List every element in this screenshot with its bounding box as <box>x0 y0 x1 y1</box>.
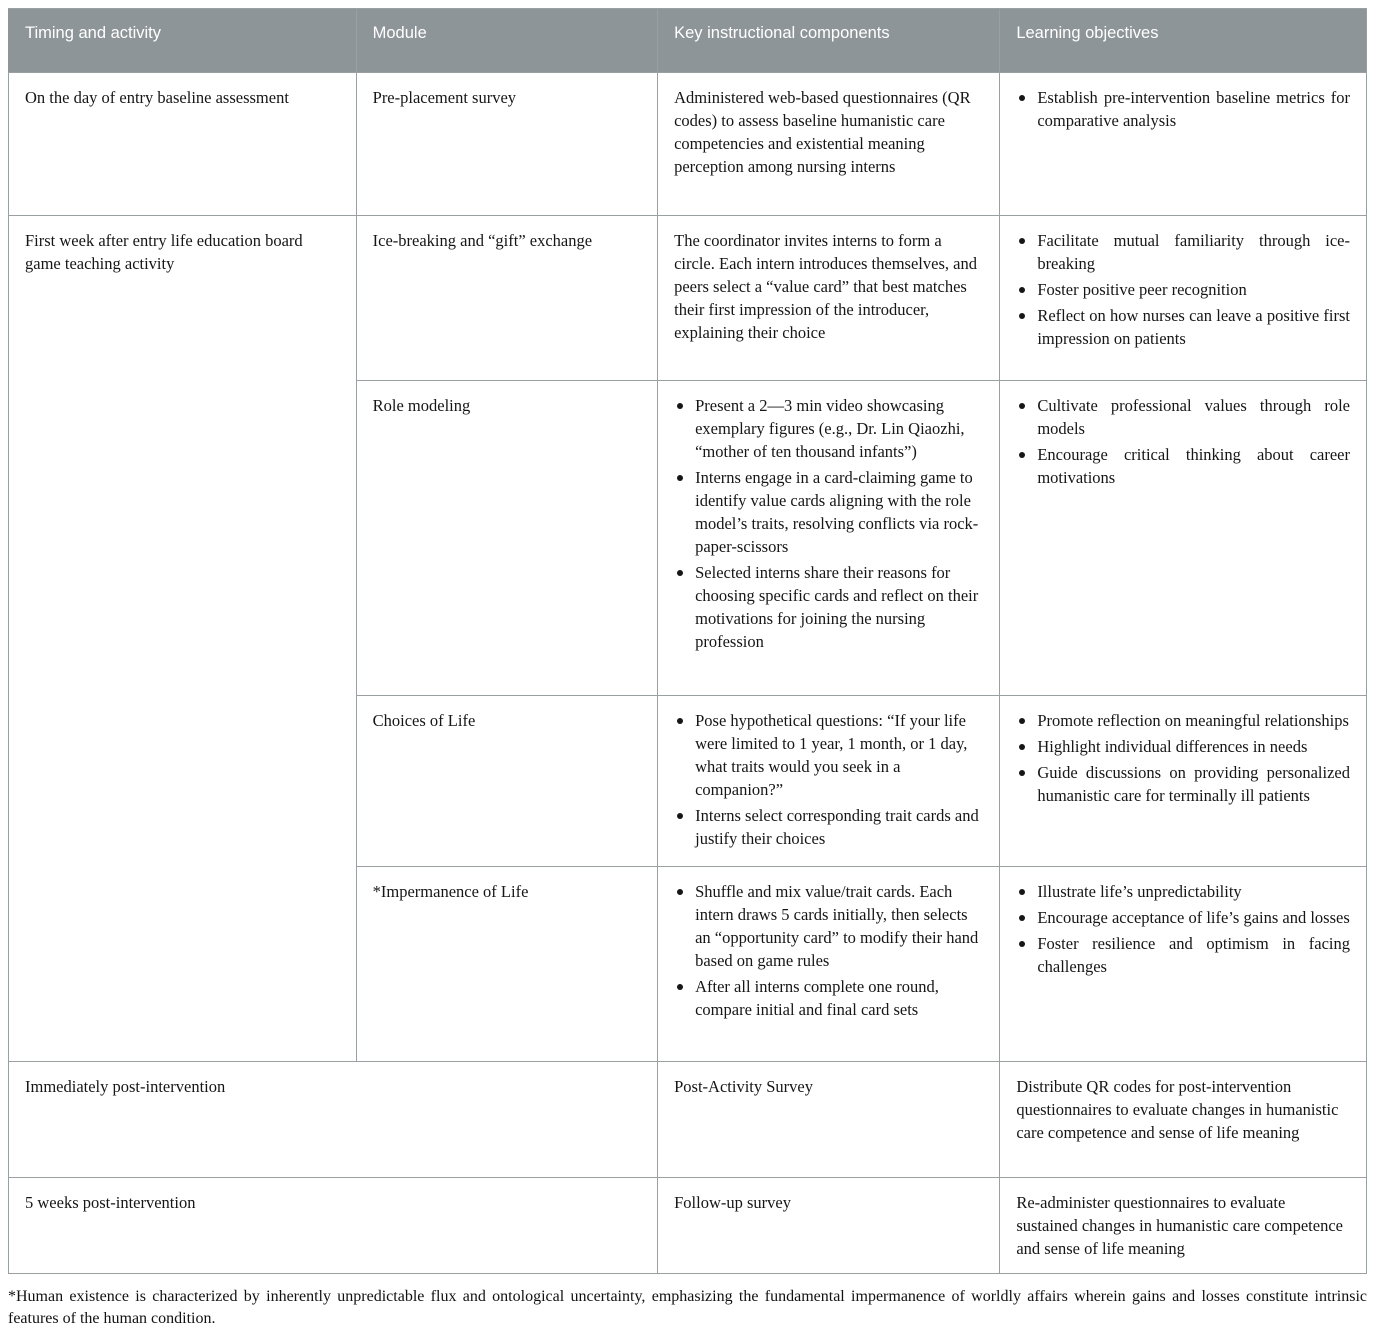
timing-cell: 5 weeks post-intervention <box>9 1178 658 1274</box>
key-bullet-item: Present a 2—3 min video showcasing exemplary figures (e.g., Dr. Lin Qiaozhi, “mother of ten thousand infants”) <box>674 394 983 463</box>
timing-cell: Immediately post-intervention <box>9 1062 658 1178</box>
objectives-list <box>1016 880 1350 978</box>
module-cell: Pre-placement survey <box>356 73 657 216</box>
objectives-cell <box>1000 73 1367 216</box>
objectives-cell: Re-administer questionnaires to evaluate sustained changes in humanistic care competence and sense of life meaning <box>1000 1178 1367 1274</box>
objectives-list <box>1016 86 1350 132</box>
objectives-cell <box>1000 696 1367 867</box>
objectives-list <box>1016 229 1350 350</box>
timing-cell: First week after entry life education board game teaching activity <box>9 216 357 1062</box>
objective-item: Establish pre-intervention baseline metrics for comparative analysis <box>1016 86 1350 132</box>
objectives-cell <box>1000 381 1367 696</box>
key-bullet-item: Interns select corresponding trait cards and justify their choices <box>674 804 983 850</box>
intervention-schedule-table <box>8 8 1367 1274</box>
key-bullet-item: Selected interns share their reasons for choosing specific cards and reflect on their motivations for joining the nursing profession <box>674 561 983 653</box>
key-bullet-item: After all interns complete one round, compare initial and final card sets <box>674 975 983 1021</box>
table-row-post-intervention <box>9 1062 1367 1178</box>
objective-item: Encourage acceptance of life’s gains and losses <box>1016 906 1350 929</box>
objective-item: Promote reflection on meaningful relationships <box>1016 709 1350 732</box>
column-header-objectives: Learning objectives <box>1000 9 1367 73</box>
module-cell: *Impermanence of Life <box>356 867 657 1062</box>
column-header-module: Module <box>356 9 657 73</box>
key-components-cell <box>658 381 1000 696</box>
objectives-list <box>1016 709 1350 807</box>
timing-cell: On the day of entry baseline assessment <box>9 73 357 216</box>
column-header-timing: Timing and activity <box>9 9 357 73</box>
module-cell: Choices of Life <box>356 696 657 867</box>
key-components-cell: Follow-up survey <box>658 1178 1000 1274</box>
objective-item: Guide discussions on providing personalized humanistic care for terminally ill patients <box>1016 761 1350 807</box>
module-cell: Role modeling <box>356 381 657 696</box>
key-components-cell: Administered web-based questionnaires (QR codes) to assess baseline humanistic care competencies and existential meaning perception among nursing interns <box>658 73 1000 216</box>
key-bullet-list <box>674 394 983 653</box>
objective-item: Facilitate mutual familiarity through ice-breaking <box>1016 229 1350 275</box>
key-components-cell: The coordinator invites interns to form a circle. Each intern introduces themselves, and peers select a “value card” that best matches their first impression of the introducer, explaining their choice <box>658 216 1000 381</box>
key-bullet-item: Interns engage in a card-claiming game to identify value cards aligning with the role model’s traits, resolving conflicts via rock-paper-scissors <box>674 466 983 558</box>
objectives-cell: Distribute QR codes for post-intervention questionnaires to evaluate changes in humanistic care competence and sense of life meaning <box>1000 1062 1367 1178</box>
column-header-key-components: Key instructional components <box>658 9 1000 73</box>
key-bullet-item: Pose hypothetical questions: “If your life were limited to 1 year, 1 month, or 1 day, what traits would you seek in a companion?” <box>674 709 983 801</box>
key-components-cell: Post-Activity Survey <box>658 1062 1000 1178</box>
objective-item: Cultivate professional values through role models <box>1016 394 1350 440</box>
objective-item: Foster positive peer recognition <box>1016 278 1350 301</box>
key-bullet-list <box>674 709 983 850</box>
table-row-follow-up <box>9 1178 1367 1274</box>
table-row-baseline <box>9 73 1367 216</box>
key-components-cell <box>658 696 1000 867</box>
paper-table-figure <box>8 8 1367 1340</box>
objective-item: Highlight individual differences in needs <box>1016 735 1350 758</box>
key-components-cell <box>658 867 1000 1062</box>
table-footnote: *Human existence is characterized by inherently unpredictable flux and ontological uncertainty, emphasizing the fundamental impermanence of worldly affairs wherein gains and losses constitute intrinsic features of the human condition. <box>8 1288 1367 1327</box>
objective-item: Foster resilience and optimism in facing challenges <box>1016 932 1350 978</box>
objective-item: Illustrate life’s unpredictability <box>1016 880 1350 903</box>
objective-item: Encourage critical thinking about career motivations <box>1016 443 1350 489</box>
objectives-list <box>1016 394 1350 489</box>
table-header-row <box>9 9 1367 73</box>
key-bullet-list <box>674 880 983 1021</box>
objectives-cell <box>1000 216 1367 381</box>
module-cell: Ice-breaking and “gift” exchange <box>356 216 657 381</box>
table-row-ice-breaking <box>9 216 1367 381</box>
key-bullet-item: Shuffle and mix value/trait cards. Each intern draws 5 cards initially, then selects an “opportunity card” to modify their hand based on game rules <box>674 880 983 972</box>
objectives-cell <box>1000 867 1367 1062</box>
objective-item: Reflect on how nurses can leave a positive first impression on patients <box>1016 304 1350 350</box>
